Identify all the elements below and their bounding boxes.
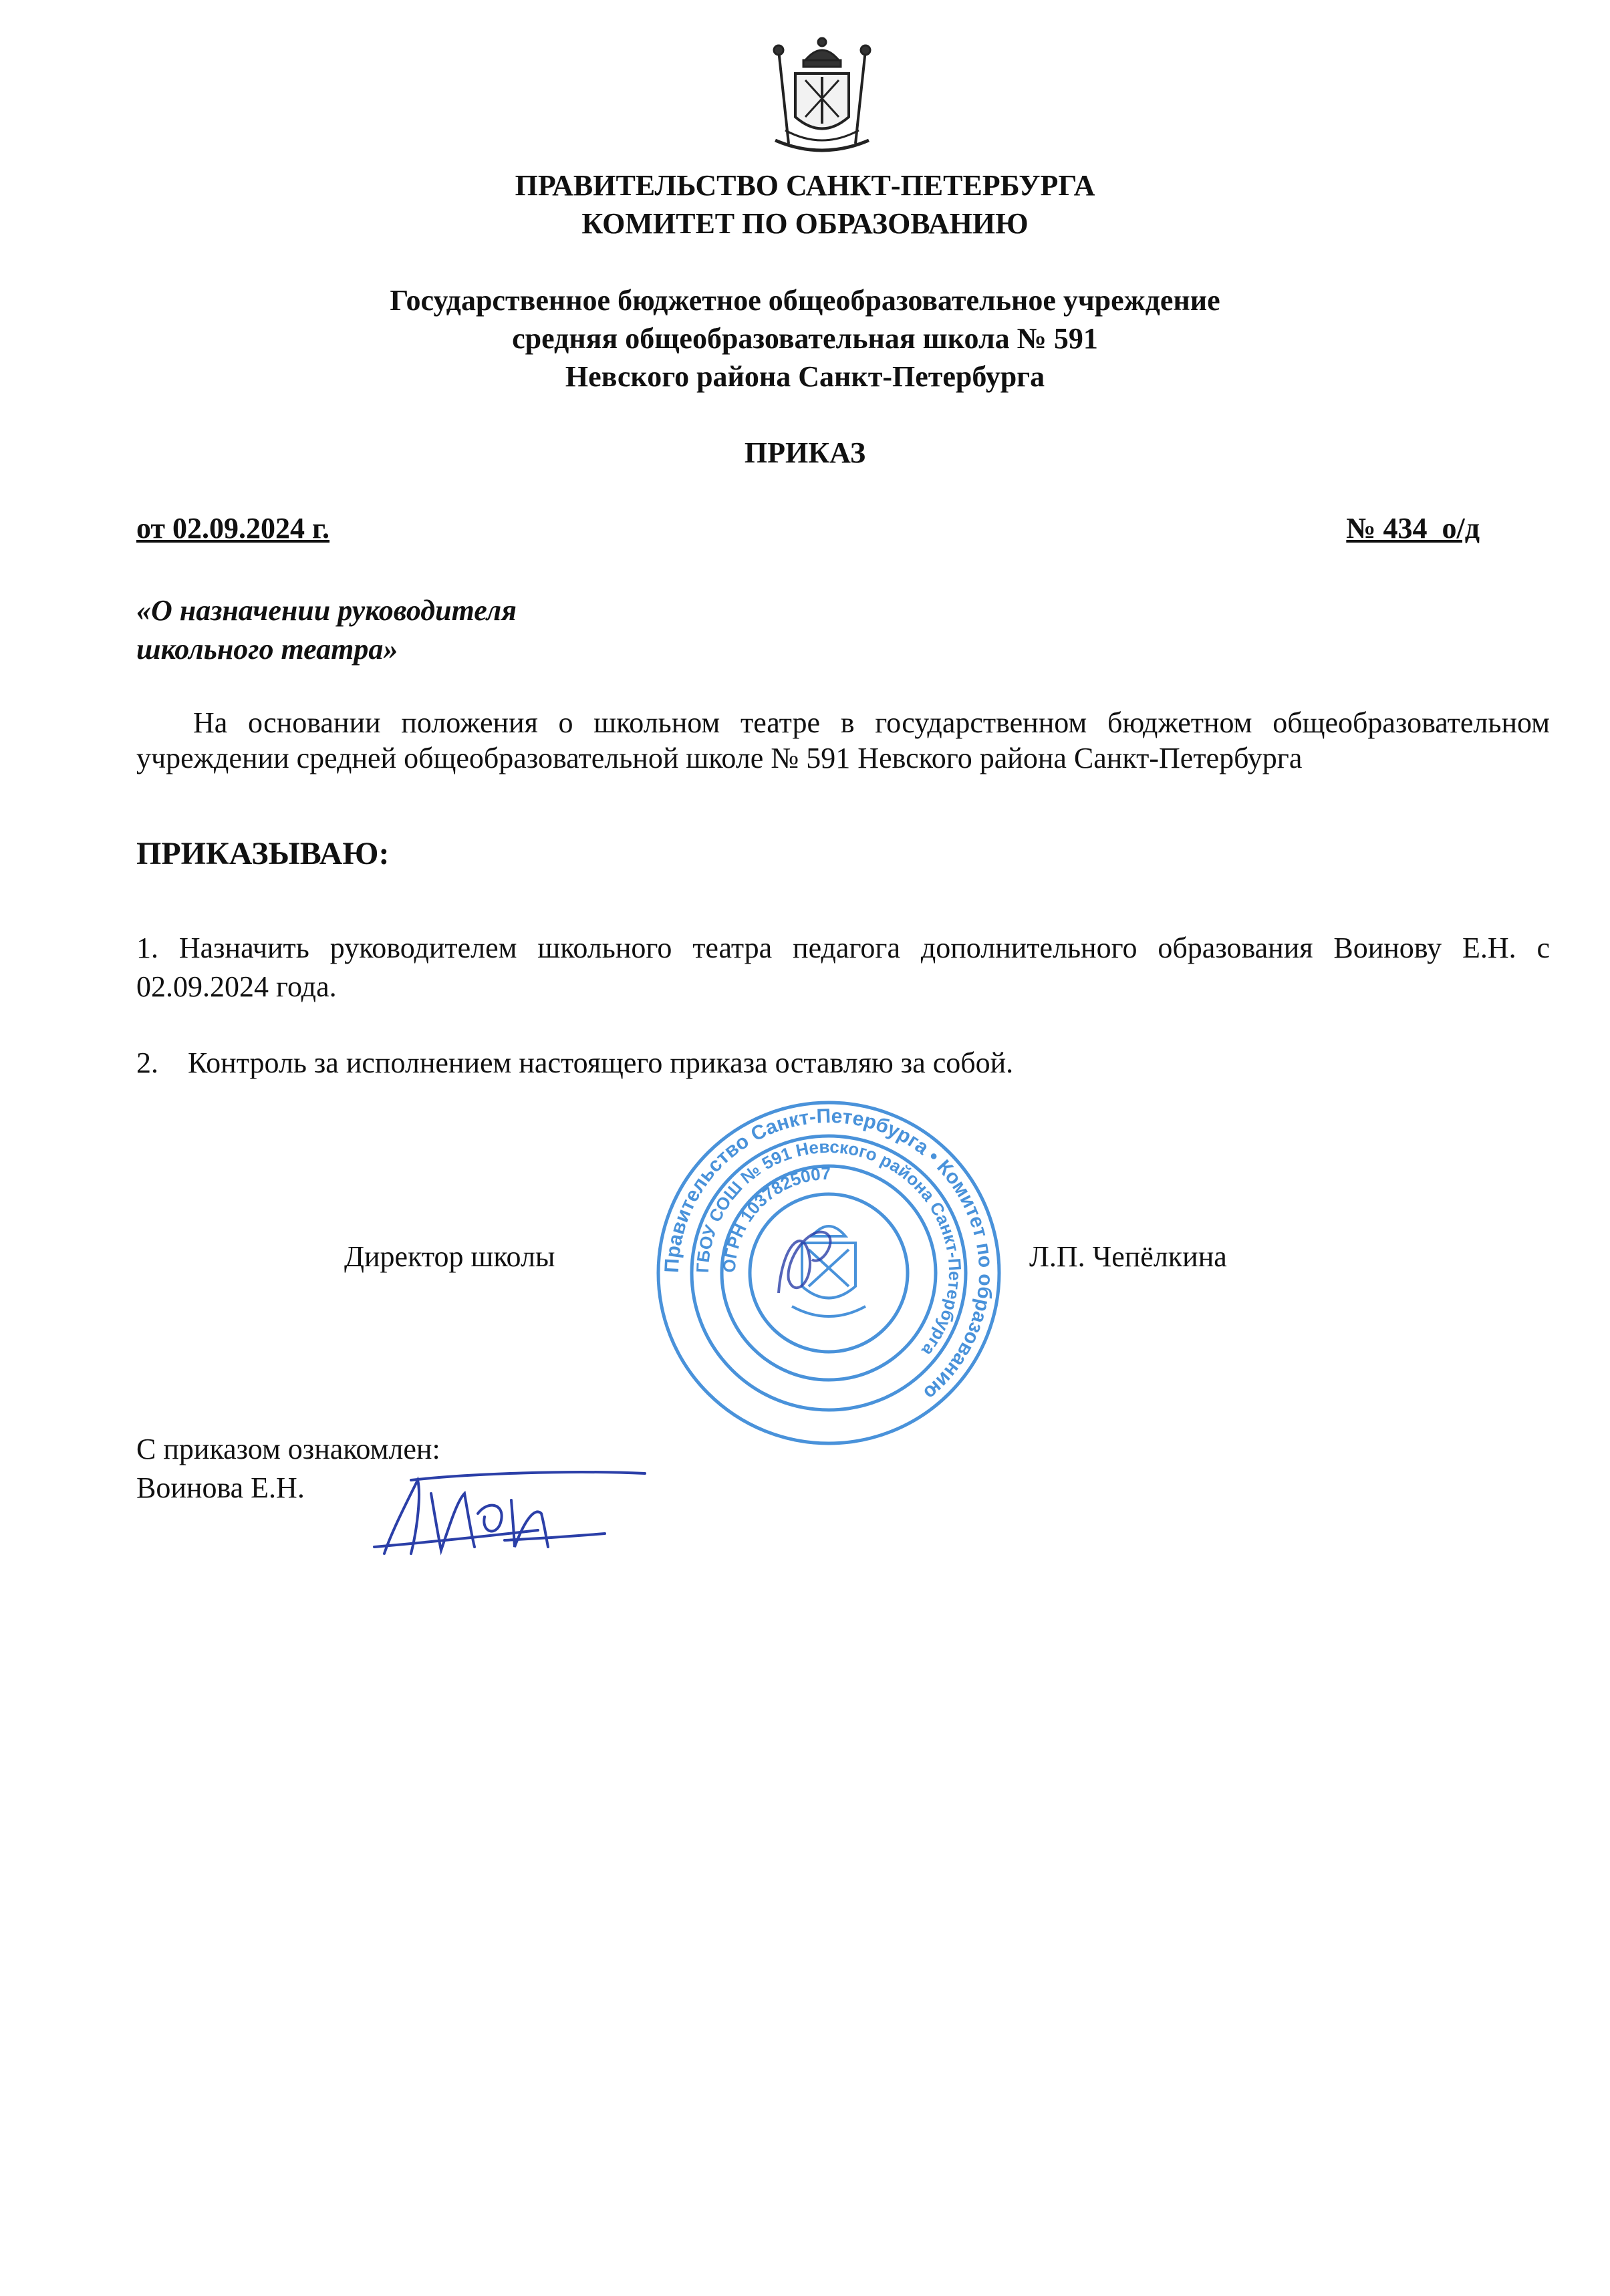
order-number: № 434 о/д: [1346, 512, 1480, 545]
acknowledged-person: Воинова Е.Н.: [136, 1471, 305, 1504]
order-subject: [136, 591, 517, 669]
order-date: от 02.09.2024 г.: [136, 512, 330, 545]
order-item-1: 1. Назначить руководителем школьного театра педагога дополнительного образования Воинову Е.Н. с 02.09.2024 года.: [136, 931, 1550, 1003]
coat-of-arms-icon: [755, 30, 889, 164]
institution-line-2: средняя общеобразовательная школа № 591: [512, 322, 1098, 355]
document-type-title: ПРИКАЗ: [744, 436, 866, 469]
stamp-inner-text: ГБОУ СОШ № 591 Невского района Санкт-Петербурга: [692, 1136, 966, 1360]
stamp-outer-text: Правительство Санкт-Петербурга • Комитет по образованию: [660, 1105, 997, 1405]
committee-title: КОМИТЕТ ПО ОБРАЗОВАНИЮ: [581, 207, 1029, 240]
acknowledgement-label: С приказом ознакомлен:: [136, 1433, 440, 1465]
basis-paragraph: На основании положения о школьном театре в государственном бюджетном общеобразовательном учреждении средней общеобразовательной школе № 591 Невского района Санкт-Петербурга: [136, 706, 1550, 774]
official-stamp-icon: [648, 1093, 1009, 1453]
stamp-ogrn-text: ОГРН 1037825007: [718, 1163, 831, 1274]
subject-line-1: «О назначении руководителя: [136, 594, 517, 627]
order-item-2: 2. Контроль за исполнением настоящего приказа оставляю за собой.: [136, 1046, 1014, 1079]
signer-name: Л.П. Чепёлкина: [1029, 1240, 1227, 1273]
signer-position: Директор школы: [344, 1240, 555, 1273]
institution-line-1: Государственное бюджетное общеобразовательное учреждение: [390, 284, 1220, 317]
institution-line-3: Невского района Санкт-Петербурга: [565, 360, 1045, 393]
subject-line-2: школьного театра»: [136, 633, 398, 666]
government-title: ПРАВИТЕЛЬСТВО САНКТ-ПЕТЕРБУРГА: [515, 169, 1095, 202]
handwritten-signature-icon: [371, 1453, 652, 1567]
order-directive: ПРИКАЗЫВАЮ:: [136, 836, 390, 871]
